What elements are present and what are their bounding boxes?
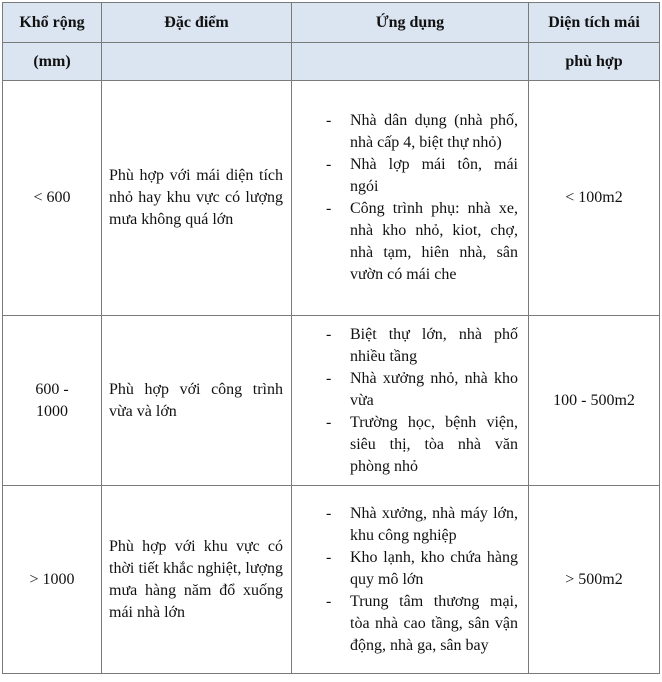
application-text: Kho lạnh, kho chứa hàng quy mô lớn <box>350 548 518 588</box>
application-text: Trung tâm thương mại, tòa nhà cao tầng, sân vận động, nhà ga, sân bay <box>350 592 518 654</box>
list-item <box>292 503 518 547</box>
header-row <box>3 3 660 43</box>
width-cell: > 1000 <box>3 486 102 674</box>
application-text: Nhà xưởng, nhà máy lớn, khu công nghiệp <box>350 504 518 544</box>
application-list <box>292 324 518 478</box>
area-cell: 100 - 500m2 <box>529 316 660 486</box>
dash-bullet: - <box>326 156 332 173</box>
header-feature: Đặc điểm <box>102 3 292 43</box>
area-cell: > 500m2 <box>529 486 660 674</box>
application-text: Công trình phụ: nhà xe, nhà kho nhỏ, kiot, chợ, nhà tạm, hiên nhà, sân vườn có mái che <box>350 200 518 283</box>
application-list <box>292 503 518 657</box>
list-item <box>292 368 518 412</box>
header-empty-cell <box>102 43 292 81</box>
header-area-continued: phù hợp <box>529 43 660 81</box>
list-item <box>292 154 518 198</box>
dash-bullet: - <box>326 413 332 431</box>
header-empty-cell <box>292 43 529 81</box>
feature-cell: Phù hợp với mái diện tích nhỏ hay khu vực có lượng mưa không quá lớn <box>102 81 292 316</box>
application-text: Trường học, bệnh viện, siêu thị, tòa nhà văn phòng nhỏ <box>350 413 518 475</box>
header-width-unit: (mm) <box>3 43 102 81</box>
dash-bullet: - <box>326 200 332 217</box>
dash-bullet: - <box>326 112 332 129</box>
list-item <box>292 591 518 657</box>
header-application: Ứng dụng <box>292 3 529 43</box>
header-width: Khổ rộng <box>3 3 102 43</box>
list-item <box>292 110 518 154</box>
width-cell: < 600 <box>3 81 102 316</box>
feature-cell: Phù hợp với công trình vừa và lớn <box>102 316 292 486</box>
application-cell <box>292 316 529 486</box>
feature-cell: Phù hợp với khu vực có thời tiết khắc nghiệt, lượng mưa hàng năm đổ xuống mái nhà lớn <box>102 486 292 674</box>
table-row <box>3 486 660 674</box>
table-row <box>3 81 660 316</box>
dash-bullet: - <box>326 592 332 610</box>
application-text: Nhà dân dụng (nhà phố, nhà cấp 4, biệt thự nhỏ) <box>350 112 518 151</box>
list-item <box>292 324 518 368</box>
dash-bullet: - <box>326 369 332 387</box>
dash-bullet: - <box>326 325 332 343</box>
list-item <box>292 198 518 286</box>
header-row-continued <box>3 43 660 81</box>
application-cell <box>292 81 529 316</box>
application-list <box>292 110 518 286</box>
list-item <box>292 412 518 478</box>
application-text: Nhà xưởng nhỏ, nhà kho vừa <box>350 369 518 409</box>
application-text: Biệt thự lớn, nhà phố nhiều tầng <box>350 325 518 365</box>
application-text: Nhà lợp mái tôn, mái ngói <box>350 156 518 195</box>
gutter-spec-table <box>2 2 660 674</box>
dash-bullet: - <box>326 504 332 522</box>
area-cell: < 100m2 <box>529 81 660 316</box>
table-row <box>3 316 660 486</box>
header-area: Diện tích mái <box>529 3 660 43</box>
dash-bullet: - <box>326 548 332 566</box>
list-item <box>292 547 518 591</box>
width-cell: 600 - 1000 <box>3 316 102 486</box>
application-cell <box>292 486 529 674</box>
